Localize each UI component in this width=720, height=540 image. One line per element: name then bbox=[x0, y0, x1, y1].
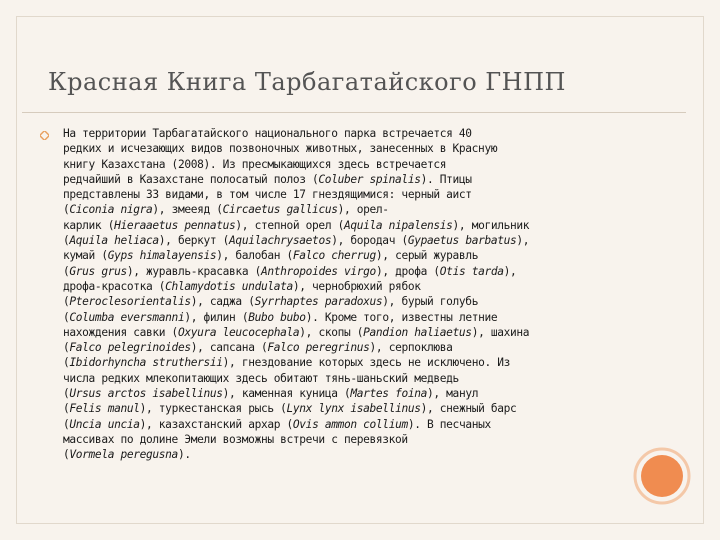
text-segment: ), туркестанская рысь ( bbox=[139, 402, 287, 416]
text-segment: ( bbox=[63, 203, 70, 217]
body-line bbox=[63, 157, 611, 172]
text-segment: ( bbox=[63, 387, 70, 401]
text-segment: дрофа-красотка ( bbox=[63, 279, 166, 293]
species-latin-name: Martes foina bbox=[350, 387, 428, 401]
species-latin-name: Bubo bubo bbox=[248, 310, 306, 324]
species-latin-name: Vormela peregusna bbox=[69, 448, 178, 462]
text-segment: ), змееяд ( bbox=[152, 203, 223, 217]
body-line bbox=[63, 310, 611, 325]
species-latin-name: Felis manul bbox=[69, 402, 140, 416]
species-latin-name: Hieraaetus pennatus bbox=[114, 218, 236, 232]
text-segment: ), журавль-красавка ( bbox=[126, 264, 261, 278]
text-segment: карлик ( bbox=[63, 218, 115, 232]
species-latin-name: Aquilachrysaetos bbox=[229, 234, 332, 248]
species-latin-name: Uncia uncia bbox=[69, 417, 140, 431]
text-segment: ( bbox=[63, 234, 70, 248]
text-segment: ), чернобрюхий рябок bbox=[292, 279, 421, 293]
text-segment: ), могильник bbox=[452, 218, 530, 232]
species-latin-name: Ciconia nigra bbox=[69, 203, 153, 217]
body-line bbox=[63, 172, 611, 187]
body-line bbox=[63, 294, 611, 309]
text-segment: ( bbox=[63, 264, 70, 278]
species-latin-name: Pandion haliaetus bbox=[363, 325, 472, 339]
text-segment: ), снежный барс bbox=[420, 402, 517, 416]
species-latin-name: Grus grus bbox=[69, 264, 127, 278]
body-line bbox=[63, 141, 611, 156]
text-segment: ), балобан ( bbox=[216, 249, 293, 263]
text-segment: ), орел- bbox=[337, 203, 389, 217]
text-segment: ), дрофа ( bbox=[375, 264, 440, 278]
species-latin-name: Falco pelegrinoides bbox=[69, 341, 191, 355]
body-line bbox=[63, 264, 611, 279]
text-segment: книгу Казахстана (2008). Из пресмыкающихся здесь встречается bbox=[63, 157, 447, 171]
species-latin-name: Gyps himalayensis bbox=[107, 249, 217, 263]
text-segment: ), бурый голубь bbox=[382, 295, 479, 309]
body-line bbox=[63, 233, 611, 248]
body-line bbox=[63, 279, 611, 294]
species-latin-name: Aquila heliaca bbox=[69, 234, 159, 248]
species-latin-name: Falco peregrinus bbox=[267, 341, 370, 355]
text-segment: ). В песчаных bbox=[407, 417, 491, 431]
body-line bbox=[63, 340, 611, 355]
text-segment: ), бородач ( bbox=[331, 234, 408, 248]
body-line bbox=[63, 371, 611, 386]
text-segment: нахождения савки ( bbox=[63, 325, 178, 339]
body-line bbox=[63, 355, 611, 370]
text-segment: ( bbox=[63, 341, 70, 355]
body-line bbox=[63, 417, 611, 432]
text-segment: ), казахстанский архар ( bbox=[139, 417, 293, 431]
text-segment: редких и исчезающих видов позвоночных животных, занесенных в Красную bbox=[63, 142, 498, 156]
species-latin-name: Falco cherrug bbox=[292, 249, 376, 263]
body-line bbox=[63, 218, 611, 233]
text-segment: ), филин ( bbox=[184, 310, 249, 324]
text-segment: ), серпоклюва bbox=[369, 341, 453, 355]
text-segment: ( bbox=[63, 356, 70, 370]
body-line bbox=[63, 325, 611, 340]
text-segment: ), bbox=[503, 264, 517, 278]
text-segment: ). bbox=[177, 448, 191, 462]
text-segment: ( bbox=[63, 310, 70, 324]
species-latin-name: Pteroclesorientalis bbox=[69, 295, 191, 309]
species-latin-name: Ibidorhyncha struthersii bbox=[69, 356, 223, 370]
species-latin-name: Otis tarda bbox=[439, 264, 504, 278]
body-line bbox=[63, 432, 611, 447]
title-divider bbox=[22, 112, 686, 113]
text-segment: На территории Тарбагатайского национального парка встречается 40 bbox=[63, 127, 472, 140]
species-latin-name: Columba eversmanni bbox=[69, 310, 185, 324]
body-line bbox=[63, 386, 611, 401]
text-segment: ). Птицы bbox=[420, 172, 472, 186]
species-latin-name: Ursus arctos isabellinus bbox=[69, 387, 223, 401]
text-segment: ), bbox=[516, 234, 530, 248]
species-latin-name: Lynx lynx isabellinus bbox=[286, 402, 421, 416]
text-segment: ), манул bbox=[427, 387, 479, 401]
text-segment: числа редких млекопитающих здесь обитают тянь-шаньский медведь bbox=[63, 371, 459, 385]
text-segment: ), гнездование которых здесь не исключено. Из bbox=[222, 356, 511, 370]
text-segment: ), скопы ( bbox=[299, 325, 364, 339]
body-paragraph bbox=[63, 126, 611, 463]
body-line bbox=[63, 126, 611, 141]
species-latin-name: Gypaetus barbatus bbox=[407, 234, 517, 248]
species-latin-name: Ovis ammon collium bbox=[292, 417, 408, 431]
text-segment: ( bbox=[63, 417, 70, 431]
text-segment: ( bbox=[63, 295, 70, 309]
decorative-circle-icon bbox=[633, 447, 691, 505]
text-segment: ), шахина bbox=[471, 325, 530, 339]
species-latin-name: Anthropoides virgo bbox=[260, 264, 376, 278]
species-latin-name: Aquila nipalensis bbox=[343, 218, 453, 232]
text-segment: ), беркут ( bbox=[158, 234, 230, 248]
text-segment: массивах по долине Эмели возможны встречи с перевязкой bbox=[63, 432, 408, 446]
text-segment: ( bbox=[63, 402, 70, 416]
text-segment: ), серый журавль bbox=[375, 249, 479, 263]
species-latin-name: Chlamydotis undulata bbox=[165, 279, 293, 293]
text-segment: ), сапсана ( bbox=[190, 341, 268, 355]
species-latin-name: Coluber spinalis bbox=[318, 172, 421, 186]
text-segment: ), каменная куница ( bbox=[222, 387, 351, 401]
body-line bbox=[63, 248, 611, 263]
bullet-icon bbox=[40, 131, 49, 140]
species-latin-name: Circaetus gallicus bbox=[222, 203, 338, 217]
text-segment: ( bbox=[63, 448, 70, 462]
text-segment: кумай ( bbox=[63, 249, 108, 263]
species-latin-name: Syrrhaptes paradoxus bbox=[254, 295, 383, 309]
page-title: Красная Книга Тарбагатайского ГНПП bbox=[48, 68, 566, 96]
text-segment: ). Кроме того, известны летние bbox=[305, 310, 498, 324]
body-line bbox=[63, 202, 611, 217]
species-latin-name: Oxyura leucocephala bbox=[177, 325, 300, 339]
text-segment: редчайший в Казахстане полосатый полоз ( bbox=[63, 172, 319, 186]
body-line bbox=[63, 447, 611, 462]
text-segment: ), саджа ( bbox=[190, 295, 255, 309]
body-line bbox=[63, 401, 611, 416]
text-segment: ), степной орел ( bbox=[235, 218, 344, 232]
text-segment: представлены 33 видами, в том числе 17 гнездящимися: черный аист bbox=[63, 188, 472, 202]
body-line bbox=[63, 187, 611, 202]
